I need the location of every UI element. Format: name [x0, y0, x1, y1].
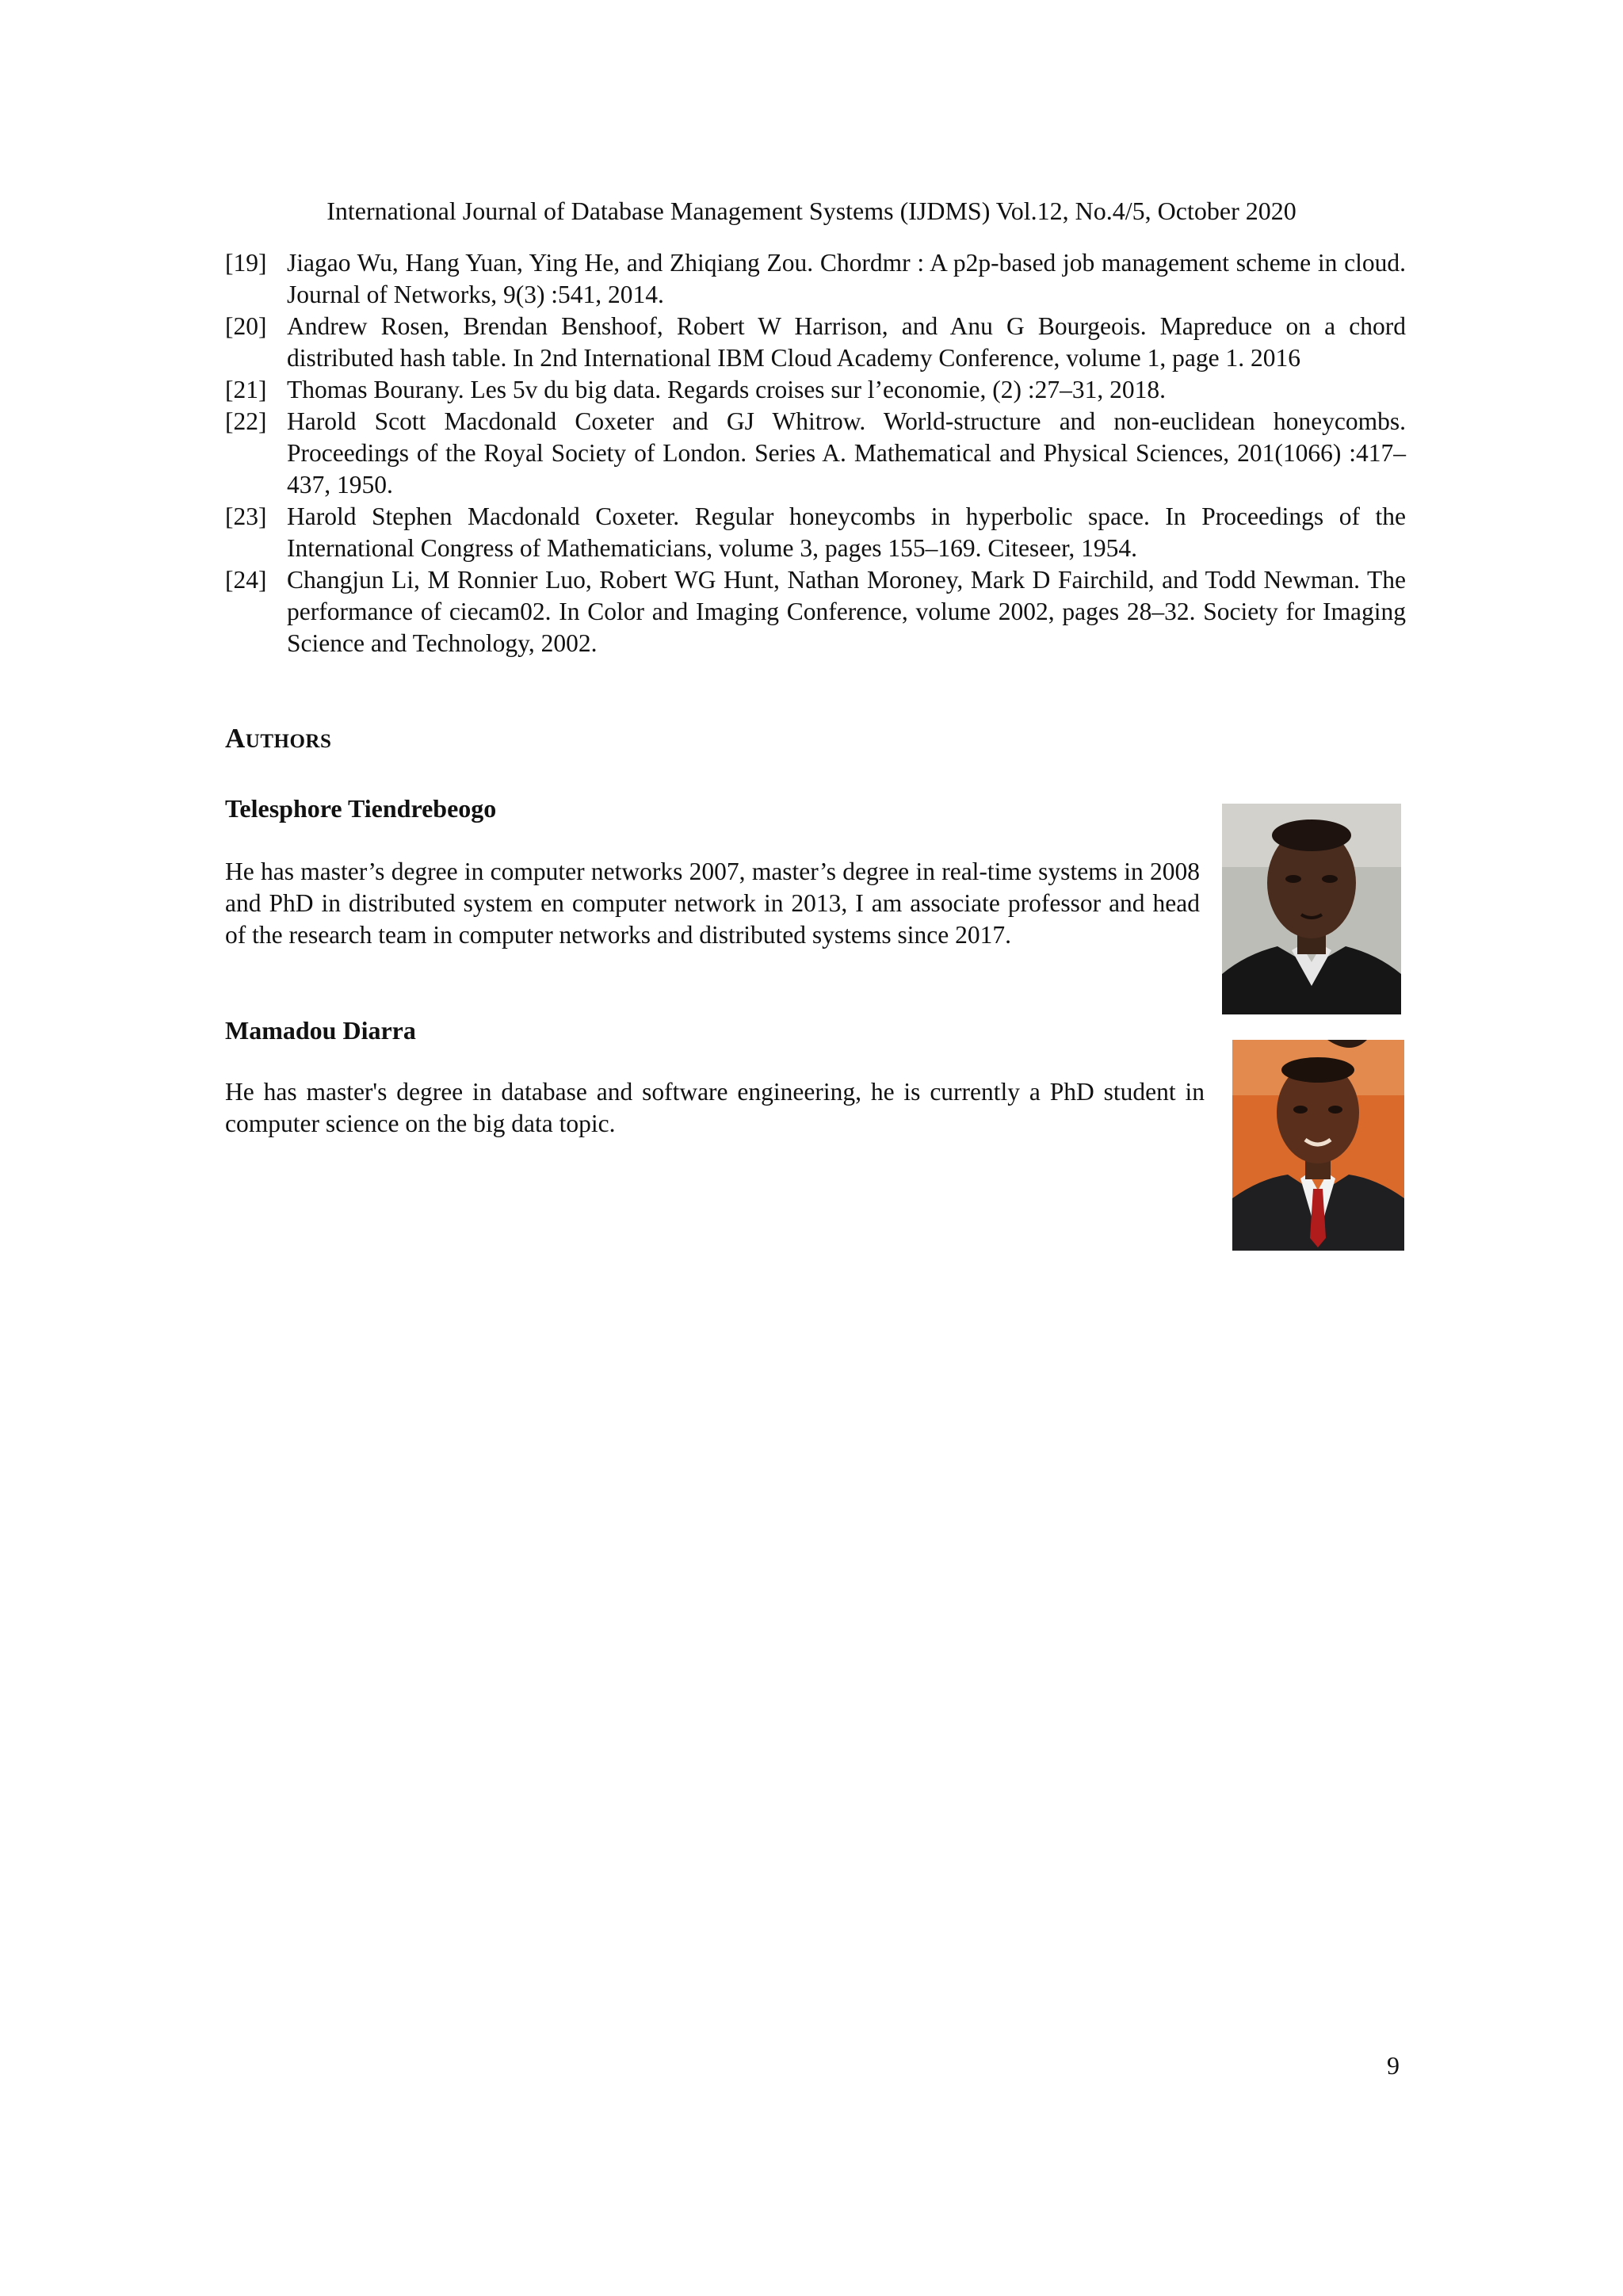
author-name: Mamadou Diarra	[225, 1016, 416, 1045]
reference-text: Thomas Bourany. Les 5v du big data. Regards croises sur l’economie, (2) :27–31, 2018.	[287, 376, 1166, 403]
reference-text: Jiagao Wu, Hang Yuan, Ying He, and Zhiqiang Zou. Chordmr : A p2p-based job management scheme in cloud. Journal of Networks, 9(3) :541, 2014.	[287, 249, 1406, 308]
authors-section-title: Authors	[225, 723, 332, 754]
reference-text: Andrew Rosen, Brendan Benshoof, Robert W Harrison, and Anu G Bourgeois. Mapreduce on a chord distributed hash table. In 2nd International IBM Cloud Academy Conference, volume 1, page 1. 2016	[287, 312, 1406, 372]
reference-text: Harold Scott Macdonald Coxeter and GJ Whitrow. World-structure and non-euclidean honeycombs. Proceedings of the Royal Society of London. Series A. Mathematical and Physical Sciences, 201(1066) :417–437, 1950.	[287, 407, 1406, 499]
author-photo	[1232, 1040, 1404, 1251]
reference-text: Changjun Li, M Ronnier Luo, Robert WG Hunt, Nathan Moroney, Mark D Fairchild, and Todd Newman. The performance of ciecam02. In Color and Imaging Conference, volume 2002, pages 28–32. Society for Imaging Science and Technology, 2002.	[287, 566, 1406, 657]
reference-item	[225, 311, 1406, 374]
reference-list	[225, 247, 1406, 659]
reference-item	[225, 406, 1406, 501]
author-name: Telesphore Tiendrebeogo	[225, 794, 497, 823]
author-bio: He has master's degree in database and software engineering, he is currently a PhD student in computer science on the big data topic.	[225, 1078, 1205, 1137]
reference-item	[225, 247, 1406, 311]
reference-number: [22]	[225, 407, 267, 435]
author-photo	[1222, 804, 1401, 1014]
journal-header: International Journal of Database Management Systems (IJDMS) Vol.12, No.4/5, October 2020	[327, 197, 1296, 225]
reference-item	[225, 564, 1406, 659]
author-bio: He has master’s degree in computer networks 2007, master’s degree in real-time systems in 2008 and PhD in distributed system en computer network in 2013, I am associate professor and head of the research team in computer networks and distributed systems since 2017.	[225, 858, 1200, 949]
reference-number: [21]	[225, 376, 267, 403]
reference-number: [20]	[225, 312, 267, 340]
reference-number: [24]	[225, 566, 267, 594]
reference-number: [23]	[225, 502, 267, 530]
reference-text: Harold Stephen Macdonald Coxeter. Regular honeycombs in hyperbolic space. In Proceedings of the International Congress of Mathematicians, volume 3, pages 155–169. Citeseer, 1954.	[287, 502, 1406, 562]
reference-number: [19]	[225, 249, 267, 277]
reference-item	[225, 501, 1406, 564]
page-number: 9	[1387, 2051, 1400, 2080]
reference-item	[225, 374, 1406, 406]
